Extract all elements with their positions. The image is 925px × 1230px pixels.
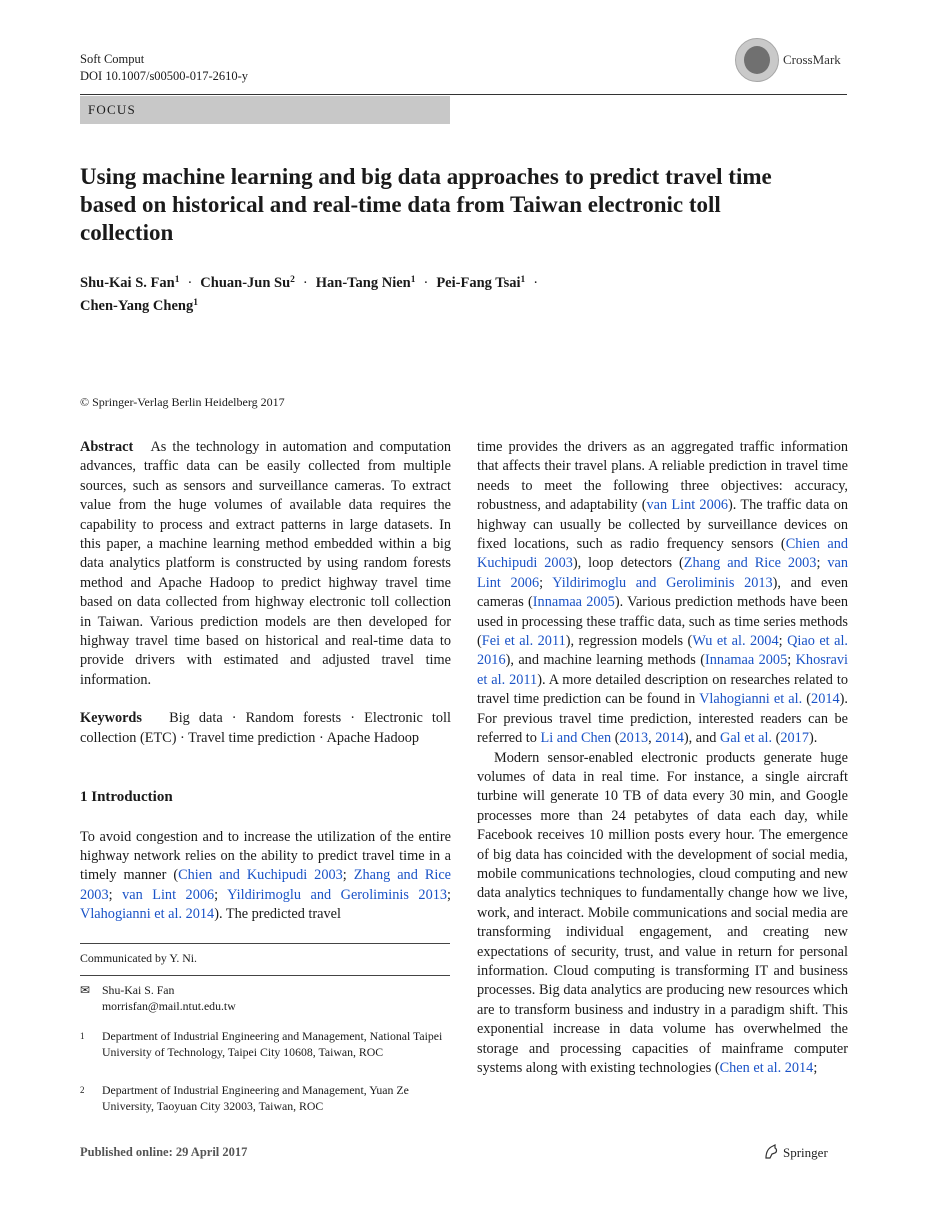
keywords-text: Big data · Random forests · Electronic toll collection (ETC) · Travel time prediction · Apache Hadoop [80, 710, 451, 746]
affiliation-number: 2 [80, 1085, 85, 1095]
abstract [80, 438, 451, 690]
crossmark-label: CrossMark [783, 52, 841, 67]
affiliation-2 [80, 1083, 450, 1117]
citation-link[interactable]: Gal et al. [720, 730, 773, 747]
author[interactable]: Chen-Yang Cheng$^1$ [80, 298, 198, 314]
affiliation-text: Department of Industrial Engineering and Management, Yuan Ze University, Taoyuan City 32003, Taiwan, ROC [102, 1083, 409, 1113]
section-heading-introduction: 1 Introduction [80, 789, 173, 806]
citation-link[interactable]: van Lint 2006 [646, 497, 729, 514]
footnote-rule [80, 943, 450, 944]
affiliation-number: 1 [80, 1031, 85, 1041]
paper-title: Using machine learning and big data approaches to predict travel time based on historical and real-time data from Taiwan electronic toll collection [80, 164, 772, 245]
left-column [80, 438, 451, 925]
intro-paragraph: To avoid congestion and to increase the utilization of the entire highway network relies on the ability to predict travel time in a timely manner (Chien and Kuchipudi 2003; Zhang and Rice 2003; van Lint 2006; Yildirimoglu and Geroliminis 2013; Vlahogianni et al. 2014). The predicted travel [80, 828, 452, 923]
citation-link[interactable]: Innamaa 2005 [532, 594, 615, 611]
citation-link[interactable]: Fei et al. 2011 [481, 633, 566, 650]
citation-link[interactable]: 2013 [619, 730, 649, 747]
right-column [477, 438, 848, 1078]
author[interactable]: Shu-Kai S. Fan$^1$ [80, 275, 180, 291]
citation-link[interactable]: Yildirimoglu and Geroliminis 2013 [552, 574, 773, 591]
body-paragraph: time provides the drivers as an aggregated traffic information that affects their travel plans. A reliable prediction in travel time needs to meet the following three objectives: accuracy, robustness, and adaptability (van Lint 2006). The traffic data on highway can usually be collected by surveillance devices on fixed locations, such as radio frequency sensors (Chien and Kuchipudi 2003), loop detectors (Zhang and Rice 2003; van Lint 2006; Yildirimoglu and Geroliminis 2013), and even cameras (Innamaa 2005). Various prediction methods have been used in processing these traffic data, such as time series methods (Fei et al. 2011), regression models (Wu et al. 2004; Qiao et al. 2016), and machine learning methods (Innamaa 2005; Khosravi et al. 2011). A more detailed description on researches related to travel time prediction can be found in Vlahogianni et al. (2014). For previous travel time prediction, interested readers can be referred to Li and Chen (2013, 2014), and Gal et al. (2017). [477, 439, 849, 747]
citation-link[interactable]: Chien and Kuchipudi 2003 [477, 536, 848, 572]
crossmark-badge[interactable] [735, 38, 847, 82]
citation-link[interactable]: Vlahogianni et al. [699, 691, 803, 708]
body-paragraph: Modern sensor-enabled electronic products generate huge volumes of data in real time. For instance, a single aircraft turbine will generate 10 TB of data every 30 min, and Google processes more than 24 petabytes of data each day, while Facebook receives 10 million posts every hour. The emergence of big data has coincided with the development of social media, mobile communications technologies, cloud computing and new data analytics techniques to fundamentally change how we live, work, and interact. Mobile communications and social media are transforming individual engagement, and creating new expectations of security, trust, and value in return for personal information. Cloud computing is transforming IT and business processes. Big data analytics are producing new resources which are to transform business and industry in a paradigm shift. This exponential increase in data volume has overwhelmed the storage and processing capacities of mainframe computer systems along with existing technologies (Chen et al. 2014; [477, 749, 848, 1076]
section-badge: FOCUS [80, 96, 450, 124]
author-list: Shu-Kai S. Fan$^1$ · Chuan-Jun $Su^2$ · Han-Tang Nien$^1$ · Pei-Fang Tsai$^1$ · Chen-Yang Cheng$^1$ [80, 275, 539, 314]
journal-name: Soft Comput [80, 52, 145, 66]
crossmark-icon [735, 38, 779, 82]
citation-link[interactable]: Chen et al. 2014 [719, 1060, 814, 1076]
corr-email[interactable]: morrisfan@mail.ntut.edu.tw [102, 998, 236, 1013]
doi[interactable]: DOI 10.1007/s00500-017-2610-y [80, 69, 249, 83]
springer-horse-icon [762, 1143, 780, 1161]
citation-link[interactable]: Innamaa 2005 [705, 652, 788, 669]
citation-link[interactable]: Vlahogianni et al. 2014 [80, 906, 215, 923]
journal-header [80, 51, 248, 85]
citation-link[interactable]: 2017 [780, 730, 809, 747]
citation-link[interactable]: Khosravi et al. 2011 [477, 652, 849, 688]
copyright: © Springer-Verlag Berlin Heidelberg 2017 [80, 395, 285, 409]
footnote-rule [80, 975, 450, 976]
corr-name: Shu-Kai S. Fan [102, 983, 175, 997]
author[interactable]: Chuan-Jun Su$^2$ [200, 275, 295, 291]
keywords-label: Keywords [80, 710, 142, 727]
abstract-label: Abstract [80, 439, 134, 455]
corresponding-author [80, 983, 450, 1017]
abstract-text: As the technology in automation and computation advances, traffic data can be easily collected from multiple sources, such as sensors and surveillance cameras. To extract value from the huge volumes of available data requires the capability to process and extract patterns in large datasets. In this paper, a machine learning method embedded within a big data analytics platform is constructed by using random forests method and Apache Hadoop to predict highway travel time based on data collected from highway electronic toll collection in Taiwan. Various prediction models are then developed for highway travel time based on historical and real-time data to provide drivers with estimated and adjusted travel time information. [80, 439, 451, 688]
keywords [80, 709, 451, 748]
published-date: Published online: 29 April 2017 [80, 1145, 248, 1159]
citation-link[interactable]: 2014 [655, 730, 684, 747]
header-rule [80, 94, 847, 95]
citation-link[interactable]: Qiao et al. 2016 [477, 633, 849, 669]
author[interactable]: Pei-Fang Tsai$^1$ [436, 275, 526, 291]
envelope-icon: ✉ [80, 983, 91, 997]
citation-link[interactable]: Chien and Kuchipudi 2003 [178, 867, 343, 884]
citation-link[interactable]: Li and Chen [540, 730, 612, 747]
affiliation-1 [80, 1029, 450, 1077]
citation-link[interactable]: Zhang and Rice 2003 [683, 555, 817, 572]
citation-link[interactable]: van Lint 2006 [477, 555, 849, 591]
citation-link[interactable]: 2014 [811, 691, 840, 708]
affiliation-text: Department of Industrial Engineering and Management, National Taipei University of Technology, Taipei City 10608, Taiwan, ROC [102, 1029, 443, 1059]
publisher-logo-text: Springer [783, 1145, 828, 1160]
citation-link[interactable]: Wu et al. 2004 [692, 633, 779, 650]
author[interactable]: Han-Tang Nien$^1$ [315, 275, 416, 291]
citation-link[interactable]: Yildirimoglu and Geroliminis 2013 [227, 886, 448, 903]
citation-link[interactable]: Zhang and Rice 2003 [80, 867, 452, 903]
communicated-by: Communicated by Y. Ni. [80, 951, 197, 965]
citation-link[interactable]: van Lint 2006 [122, 886, 215, 903]
